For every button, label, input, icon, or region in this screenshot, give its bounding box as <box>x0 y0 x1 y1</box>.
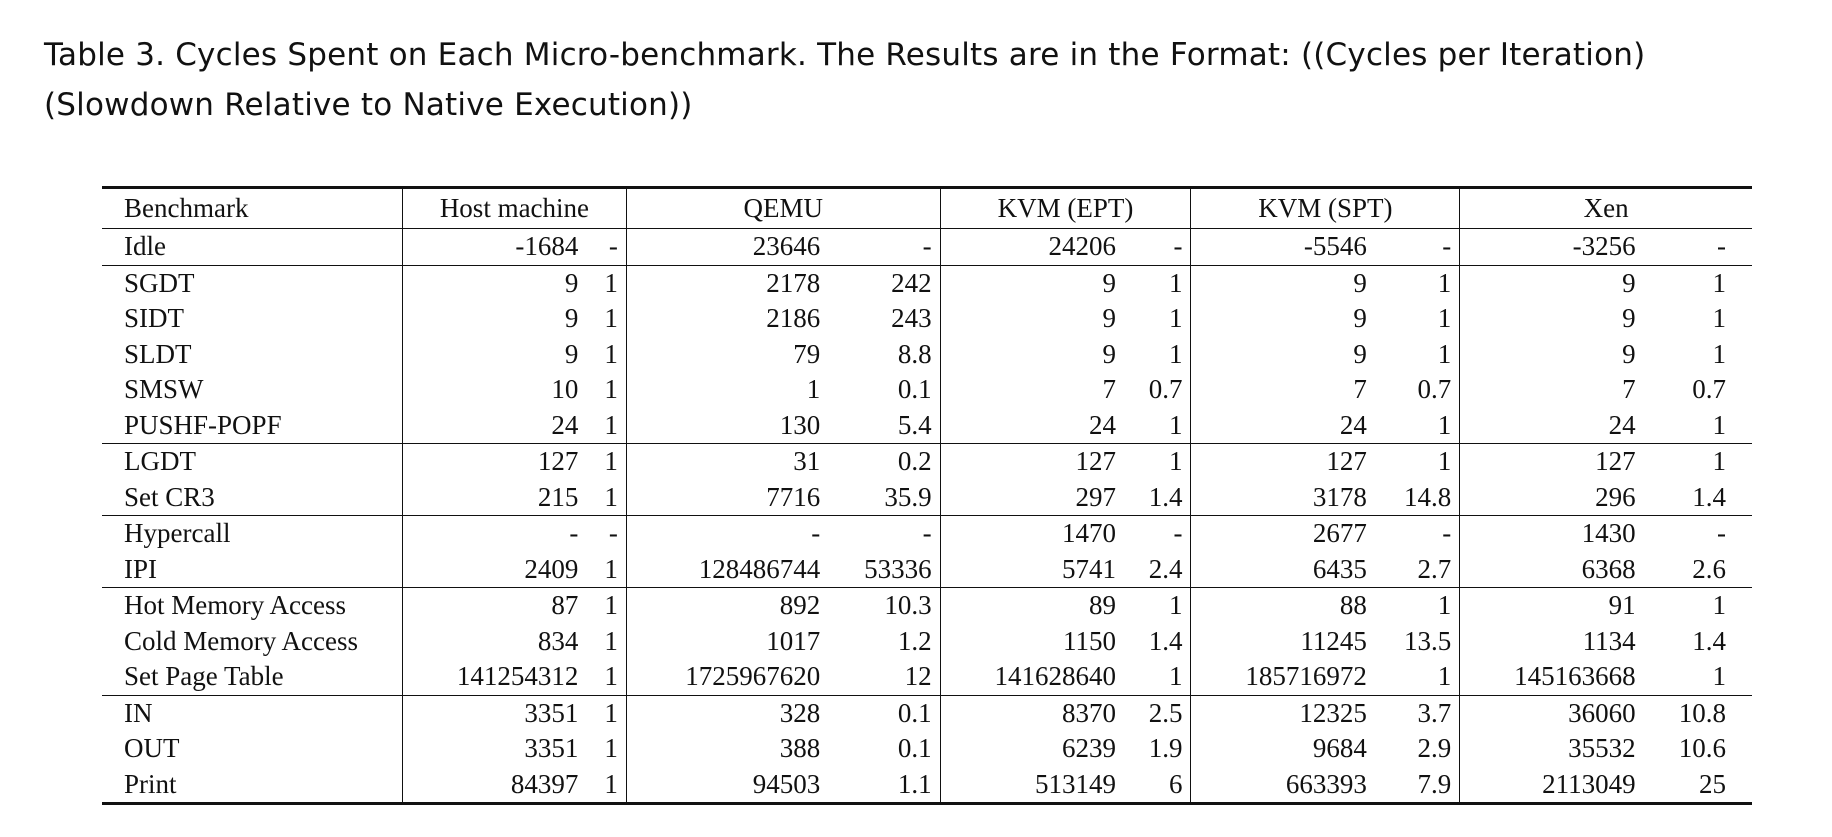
cycles-cell: 9 <box>1622 267 1636 298</box>
benchmark-name-cell: SMSW <box>102 372 403 408</box>
slowdown-cell: 3.7 <box>1375 695 1460 731</box>
slowdown-cell: 12 <box>828 659 940 695</box>
table-body <box>102 229 1752 804</box>
slowdown-cell: 1 <box>586 372 626 408</box>
cycles-cell: 31 <box>793 446 821 476</box>
cycles-cell: 1017 <box>766 625 821 656</box>
cycles-cell: -5546 <box>1191 229 1375 266</box>
table-row <box>102 767 1752 804</box>
cycles-cell: 834 <box>537 625 579 656</box>
caption-label: Table 3. <box>44 37 166 73</box>
cycles-cell: 1 <box>806 374 821 404</box>
slowdown-cell: 1.4 <box>1644 480 1752 516</box>
slowdown-cell: 1 <box>1124 588 1191 624</box>
slowdown-cell: 14.8 <box>1375 480 1460 516</box>
cycles-cell: 11245 <box>1300 625 1367 656</box>
cycles-cell: 7 <box>1102 374 1117 404</box>
cycles-cell: 7 <box>1622 374 1636 404</box>
slowdown-cell: 1 <box>1712 446 1726 476</box>
cycles-cell: 9 <box>1353 267 1367 298</box>
slowdown-cell: - <box>1717 518 1726 548</box>
cycles-cell: 9 <box>1102 338 1117 369</box>
slowdown-cell: 7.9 <box>1375 767 1460 804</box>
cycles-cell: 24 <box>1191 408 1375 444</box>
slowdown-cell: 1 <box>586 444 626 480</box>
slowdown-cell: 1 <box>586 552 626 588</box>
slowdown-cell: - <box>1375 516 1460 552</box>
cycles-cell: 9 <box>564 267 579 298</box>
cycles-cell: 892 <box>779 590 821 620</box>
slowdown-cell: 0.7 <box>1692 374 1726 404</box>
cycles-cell: 9 <box>1622 338 1636 369</box>
slowdown-cell: 10.8 <box>1678 697 1726 728</box>
slowdown-cell: 1 <box>1124 337 1191 373</box>
slowdown-cell: 1 <box>586 408 626 444</box>
slowdown-cell: 1 <box>586 624 626 660</box>
table-row <box>102 337 1752 373</box>
cycles-cell: 9684 <box>1312 733 1367 763</box>
slowdown-cell: 0.1 <box>828 695 940 731</box>
table-row <box>102 552 1752 588</box>
table-row <box>102 408 1752 444</box>
slowdown-cell: 1.9 <box>1124 731 1191 767</box>
slowdown-cell: 13.5 <box>1375 624 1460 660</box>
slowdown-cell: - <box>1644 229 1752 266</box>
slowdown-cell: 0.1 <box>828 731 940 767</box>
table-row <box>102 516 1752 552</box>
cycles-cell: 141254312 <box>403 659 587 695</box>
cycles-cell: 24 <box>403 408 587 444</box>
slowdown-cell: 1 <box>1644 659 1752 695</box>
slowdown-cell: 1 <box>1712 303 1726 333</box>
cycles-cell: 127 <box>537 446 579 476</box>
caption-text: Cycles Spent on Each Micro-benchmark. The Results are in the Format: ((Cycles per Iteration) (Slowdown Relative to Native Execution)) <box>44 37 1646 123</box>
table-row <box>102 588 1752 624</box>
slowdown-cell: 1 <box>1644 408 1752 444</box>
cycles-cell: 130 <box>626 408 828 444</box>
slowdown-cell: - <box>586 229 626 266</box>
cycles-cell: -1684 <box>403 229 587 266</box>
benchmark-name-cell: Print <box>102 767 403 804</box>
cycles-cell: - <box>811 518 821 548</box>
cycles-cell: 1470 <box>1062 518 1117 548</box>
table-row <box>102 695 1752 731</box>
cycles-cell: 12325 <box>1299 697 1367 728</box>
slowdown-cell: - <box>1124 516 1191 552</box>
cycles-cell: 94503 <box>752 768 821 799</box>
header-kvm-spt: KVM (SPT) <box>1191 188 1460 229</box>
table-row <box>102 731 1752 767</box>
cycles-cell: 128486744 <box>626 552 828 588</box>
benchmark-name-cell: Idle <box>102 229 403 266</box>
cycles-cell: 6239 <box>1062 733 1117 763</box>
table-row <box>102 444 1752 480</box>
slowdown-cell: 1 <box>586 731 626 767</box>
slowdown-cell: 1 <box>1375 444 1460 480</box>
slowdown-cell: 1.4 <box>1692 625 1726 656</box>
cycles-cell: 24 <box>1460 408 1644 444</box>
slowdown-cell: 1 <box>586 337 626 373</box>
cycles-cell: 6368 <box>1460 552 1644 588</box>
slowdown-cell: 1 <box>1124 301 1191 337</box>
cycles-cell: 84397 <box>510 768 579 799</box>
header-host-machine: Host machine <box>403 188 627 229</box>
cycles-cell: 513149 <box>1035 768 1117 799</box>
slowdown-cell: 53336 <box>828 552 940 588</box>
cycles-cell: 328 <box>779 697 821 728</box>
table-row <box>102 301 1752 337</box>
slowdown-cell: 0.2 <box>828 444 940 480</box>
cycles-cell: 127 <box>1595 446 1636 476</box>
benchmark-name-cell: OUT <box>102 731 403 767</box>
cycles-cell: 10 <box>551 374 579 404</box>
slowdown-cell: 2.6 <box>1644 552 1752 588</box>
header-xen: Xen <box>1460 188 1752 229</box>
table-row <box>102 265 1752 301</box>
cycles-cell: 2677 <box>1312 518 1367 548</box>
cycles-cell: 127 <box>1075 446 1117 476</box>
cycles-cell: 24206 <box>940 229 1124 266</box>
slowdown-cell: 1 <box>586 265 626 301</box>
slowdown-cell: 1 <box>586 301 626 337</box>
table-row <box>102 659 1752 695</box>
slowdown-cell: 1.2 <box>828 624 940 660</box>
header-kvm-ept: KVM (EPT) <box>940 188 1191 229</box>
slowdown-cell: 1 <box>586 659 626 695</box>
cycles-cell: 388 <box>779 733 821 763</box>
benchmark-name-cell: IPI <box>102 552 403 588</box>
table-row <box>102 624 1752 660</box>
cycles-cell: 5741 <box>940 552 1124 588</box>
cycles-cell: 7 <box>1353 374 1367 404</box>
cycles-cell: 3351 <box>524 733 579 763</box>
slowdown-cell: 1 <box>1375 408 1460 444</box>
cycles-cell: 35532 <box>1568 733 1636 763</box>
cycles-cell: 185716972 <box>1191 659 1375 695</box>
slowdown-cell: - <box>828 516 940 552</box>
slowdown-cell: 1.4 <box>1124 624 1191 660</box>
slowdown-cell: 1 <box>586 695 626 731</box>
table-row <box>102 372 1752 408</box>
slowdown-cell: 8.8 <box>828 337 940 373</box>
benchmark-name-cell: Hot Memory Access <box>102 588 403 624</box>
slowdown-cell: 2.4 <box>1124 552 1191 588</box>
cycles-cell: 141628640 <box>940 659 1124 695</box>
table-row <box>102 229 1752 266</box>
slowdown-cell: 1 <box>1375 265 1460 301</box>
cycles-cell: 127 <box>1326 446 1367 476</box>
slowdown-cell: 25 <box>1699 768 1726 799</box>
benchmark-table <box>102 186 1752 805</box>
slowdown-cell: 1 <box>586 588 626 624</box>
slowdown-cell: - <box>1375 229 1460 266</box>
header-benchmark: Benchmark <box>102 188 403 229</box>
cycles-cell: 9 <box>1622 303 1636 333</box>
slowdown-cell: 2.9 <box>1375 731 1460 767</box>
slowdown-cell: 10.3 <box>828 588 940 624</box>
slowdown-cell: 2.7 <box>1375 552 1460 588</box>
slowdown-cell: 1 <box>1375 337 1460 373</box>
slowdown-cell: 1 <box>1375 301 1460 337</box>
cycles-cell: 36060 <box>1568 697 1636 728</box>
table-caption <box>44 30 1824 130</box>
cycles-cell: 3178 <box>1191 480 1375 516</box>
benchmark-name-cell: SIDT <box>102 301 403 337</box>
benchmark-name-cell: PUSHF-POPF <box>102 408 403 444</box>
slowdown-cell: 1 <box>586 767 626 804</box>
slowdown-cell: 1 <box>1375 588 1460 624</box>
slowdown-cell: 243 <box>828 301 940 337</box>
slowdown-cell: 1 <box>1124 265 1191 301</box>
cycles-cell: 87 <box>551 590 579 620</box>
cycles-cell: 79 <box>793 338 821 369</box>
benchmark-name-cell: SLDT <box>102 337 403 373</box>
cycles-cell: 8370 <box>1062 697 1117 728</box>
benchmark-name-cell: IN <box>102 695 403 731</box>
cycles-cell: 2409 <box>403 552 587 588</box>
slowdown-cell: 35.9 <box>828 480 940 516</box>
cycles-cell: 88 <box>1339 590 1367 620</box>
cycles-cell: 9 <box>1102 303 1117 333</box>
slowdown-cell: 5.4 <box>828 408 940 444</box>
cycles-cell: 297 <box>940 480 1124 516</box>
cycles-cell: 89 <box>1089 590 1117 620</box>
benchmark-name-cell: Cold Memory Access <box>102 624 403 660</box>
cycles-cell: 1150 <box>1063 625 1117 656</box>
cycles-cell: 3351 <box>524 697 579 728</box>
cycles-cell: 24 <box>940 408 1124 444</box>
slowdown-cell: 0.7 <box>1375 372 1460 408</box>
cycles-cell: 7716 <box>626 480 828 516</box>
benchmark-name-cell: SGDT <box>102 265 403 301</box>
slowdown-cell: 1 <box>1712 267 1726 298</box>
cycles-cell: 9 <box>1353 303 1367 333</box>
cycles-cell: -3256 <box>1460 229 1644 266</box>
cycles-cell: 663393 <box>1285 768 1367 799</box>
cycles-cell: 1725967620 <box>626 659 828 695</box>
header-qemu: QEMU <box>626 188 940 229</box>
table-header-row <box>102 188 1752 229</box>
cycles-cell: 9 <box>564 303 579 333</box>
slowdown-cell: 1.4 <box>1124 480 1191 516</box>
cycles-cell: 2178 <box>766 267 821 298</box>
slowdown-cell: 2.5 <box>1124 695 1191 731</box>
cycles-cell: - <box>569 518 579 548</box>
cycles-cell: 9 <box>564 338 579 369</box>
slowdown-cell: 1 <box>1712 590 1726 620</box>
benchmark-name-cell: LGDT <box>102 444 403 480</box>
slowdown-cell: - <box>586 516 626 552</box>
cycles-cell: 6435 <box>1191 552 1375 588</box>
cycles-cell: 91 <box>1608 590 1636 620</box>
slowdown-cell: 1 <box>1124 408 1191 444</box>
slowdown-cell: 1 <box>1124 659 1191 695</box>
slowdown-cell: 242 <box>828 265 940 301</box>
benchmark-name-cell: Set CR3 <box>102 480 403 516</box>
cycles-cell: 145163668 <box>1460 659 1644 695</box>
slowdown-cell: - <box>828 229 940 266</box>
cycles-cell: 2186 <box>766 303 821 333</box>
slowdown-cell: - <box>1124 229 1191 266</box>
cycles-cell: 296 <box>1460 480 1644 516</box>
slowdown-cell: 1 <box>1375 659 1460 695</box>
cycles-cell: 1430 <box>1581 518 1636 548</box>
slowdown-cell: 1 <box>1712 338 1726 369</box>
slowdown-cell: 1.1 <box>828 767 940 804</box>
slowdown-cell: 10.6 <box>1678 733 1726 763</box>
slowdown-cell: 0.7 <box>1124 372 1191 408</box>
cycles-cell: 2113049 <box>1542 768 1636 799</box>
slowdown-cell: 0.1 <box>828 372 940 408</box>
slowdown-cell: 1 <box>586 480 626 516</box>
slowdown-cell: 6 <box>1124 767 1191 804</box>
cycles-cell: 23646 <box>626 229 828 266</box>
table-row <box>102 480 1752 516</box>
benchmark-name-cell: Hypercall <box>102 516 403 552</box>
cycles-cell: 1134 <box>1582 625 1636 656</box>
cycles-cell: 9 <box>1102 267 1117 298</box>
cycles-cell: 215 <box>403 480 587 516</box>
benchmark-name-cell: Set Page Table <box>102 659 403 695</box>
slowdown-cell: 1 <box>1124 444 1191 480</box>
cycles-cell: 9 <box>1353 338 1367 369</box>
